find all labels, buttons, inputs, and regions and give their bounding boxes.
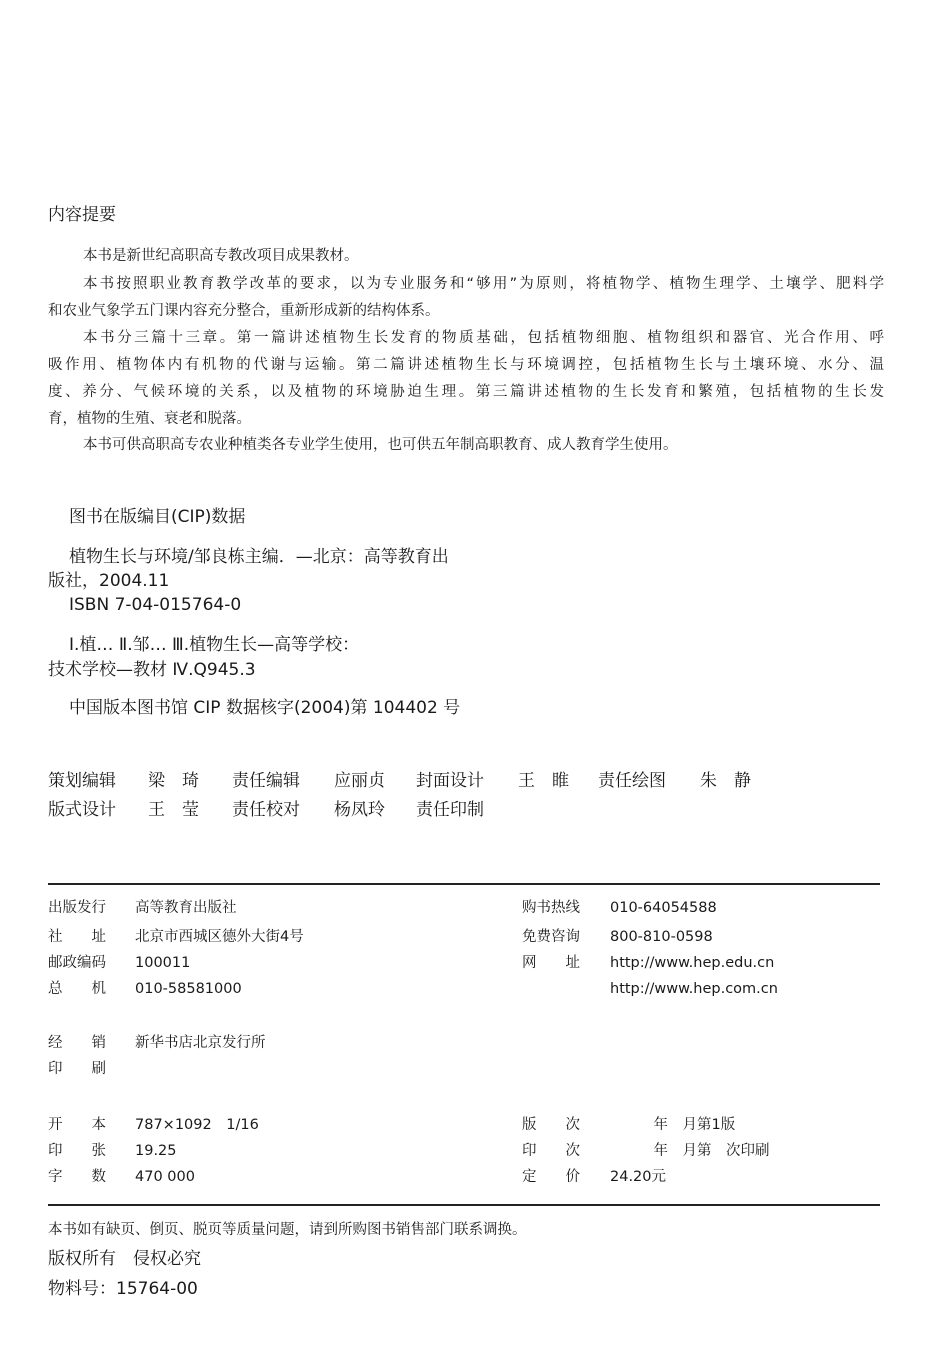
- cip-heading: 图书在版编目(CIP)数据: [69, 507, 246, 527]
- copyright-notice: 版权所有 侵权必究: [48, 1249, 201, 1269]
- info-value: 高等教育出版社: [135, 900, 237, 916]
- info-label: 社 址: [48, 929, 106, 945]
- cip-entry: 植物生长与环境/邹良栋主编．—北京：高等教育出: [69, 547, 449, 567]
- info-value: 100011: [135, 955, 191, 971]
- staff-name: 王 睢: [518, 771, 569, 791]
- quality-notice: 本书如有缺页、倒页、脱页等质量问题，请到所购图书销售部门联系调换。: [48, 1222, 527, 1238]
- website-link[interactable]: http://www.hep.com.cn: [610, 981, 778, 997]
- staff-role: 封面设计: [416, 771, 484, 791]
- info-value: 19.25: [135, 1143, 177, 1159]
- cip-subject: Ⅰ.植… Ⅱ.邹… Ⅲ.植物生长—高等学校：: [69, 635, 360, 655]
- abstract-paragraph-line: 吸作用、植物体内有机物的代谢与运输。第二篇讲述植物生长与环境调控，包括植物生长与土壤环境、水分、温: [48, 357, 884, 373]
- info-value: 年 月第1版: [610, 1117, 736, 1133]
- info-label: 定 价: [522, 1169, 580, 1185]
- abstract-paragraph-line: 本书可供高职高专农业种植类各专业学生使用，也可供五年制高职教育、成人教育学生使用。: [83, 437, 678, 453]
- info-value: 010-58581000: [135, 981, 242, 997]
- staff-role: 策划编辑: [48, 771, 116, 791]
- info-value: 新华书店北京发行所: [135, 1035, 266, 1051]
- info-label: 网 址: [522, 955, 580, 971]
- info-label: 印 刷: [48, 1061, 106, 1077]
- staff-name: 王 莹: [148, 800, 199, 820]
- info-label: 出版发行: [48, 900, 106, 916]
- abstract-paragraph-line: 度、养分、气候环境的关系，以及植物的环境胁迫生理。第三篇讲述植物的生长发育和繁殖，包括植物的生长发: [48, 384, 884, 400]
- info-label: 总 机: [48, 981, 106, 997]
- abstract-paragraph-line: 和农业气象学五门课内容充分整合，重新形成新的结构体系。: [48, 303, 440, 319]
- abstract-paragraph-line: 本书是新世纪高职高专教改项目成果教材。: [83, 248, 359, 264]
- info-label: 免费咨询: [522, 929, 580, 945]
- abstract-paragraph-line: 育，植物的生殖、衰老和脱落。: [48, 411, 251, 427]
- staff-name: 朱 静: [700, 771, 751, 791]
- staff-role: 责任编辑: [232, 771, 300, 791]
- info-label: 印 次: [522, 1143, 580, 1159]
- abstract-title: 内容提要: [48, 205, 116, 225]
- info-label: 邮政编码: [48, 955, 106, 971]
- abstract-paragraph-line: 本书按照职业教育教学改革的要求，以为专业服务和“够用”为原则，将植物学、植物生理学、土壤学、肥料学: [83, 276, 884, 292]
- info-value: 800-810-0598: [610, 929, 713, 945]
- info-label: 开 本: [48, 1117, 106, 1133]
- staff-name: 梁 琦: [148, 771, 199, 791]
- staff-name: 杨凤玲: [334, 800, 385, 820]
- info-label: 字 数: [48, 1169, 106, 1185]
- info-label: 版 次: [522, 1117, 580, 1133]
- staff-role: 责任校对: [232, 800, 300, 820]
- info-label: 印 张: [48, 1143, 106, 1159]
- material-number: 物料号：15764-00: [48, 1279, 198, 1299]
- cip-record: 中国版本图书馆 CIP 数据核字(2004)第 104402 号: [69, 698, 461, 718]
- staff-role: 责任印制: [416, 800, 484, 820]
- info-value: 470 000: [135, 1169, 195, 1185]
- staff-role: 责任绘图: [598, 771, 666, 791]
- staff-name: 应丽贞: [334, 771, 385, 791]
- cip-entry: 版社，2004.11: [48, 571, 170, 591]
- info-value: 010-64054588: [610, 900, 717, 916]
- cip-subject: 技术学校—教材 Ⅳ.Q945.3: [48, 660, 256, 680]
- info-label: 经 销: [48, 1035, 106, 1051]
- info-label: 购书热线: [522, 900, 580, 916]
- divider-bottom: [48, 1204, 880, 1206]
- info-value: 787×1092 1/16: [135, 1117, 259, 1133]
- info-value: 24.20元: [610, 1169, 667, 1185]
- abstract-paragraph-line: 本书分三篇十三章。第一篇讲述植物生长发育的物质基础，包括植物细胞、植物组织和器官、光合作用、呼: [83, 330, 884, 346]
- info-value: 年 月第 次印刷: [610, 1143, 770, 1159]
- info-value: 北京市西城区德外大街4号: [135, 929, 304, 945]
- staff-role: 版式设计: [48, 800, 116, 820]
- divider-top: [48, 883, 880, 885]
- cip-isbn: ISBN 7-04-015764-0: [69, 595, 242, 615]
- website-link[interactable]: http://www.hep.edu.cn: [610, 955, 775, 971]
